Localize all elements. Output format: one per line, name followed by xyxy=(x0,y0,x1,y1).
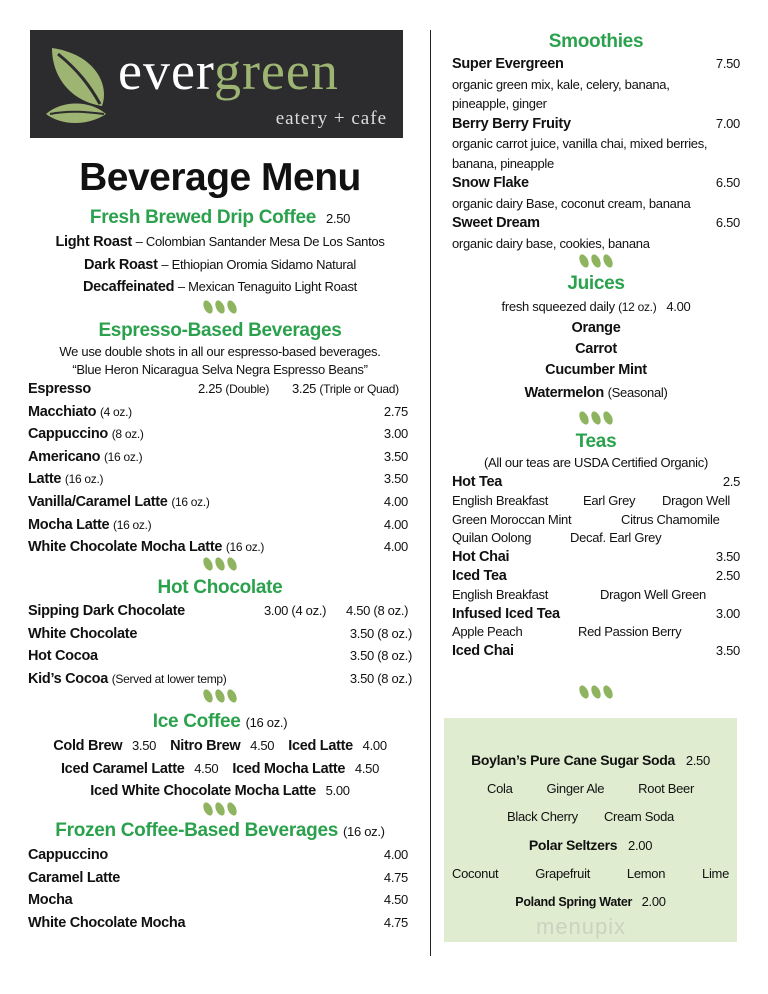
tea-varieties xyxy=(452,511,740,530)
item-name: Iced Latte xyxy=(288,738,353,754)
item-size: (16 oz.) xyxy=(64,472,104,487)
roast-name: Dark Roast xyxy=(84,256,158,273)
roast-name: Light Roast xyxy=(55,234,132,250)
item-name: Mocha xyxy=(28,892,73,909)
menu-item xyxy=(28,623,412,646)
menu-item xyxy=(288,735,387,758)
menu-item xyxy=(28,889,408,912)
item-name: Sweet Dream xyxy=(452,215,540,232)
section-heading: Frozen Coffee-Based Beverages (16 oz.) xyxy=(55,820,385,841)
item-name: Iced White Chocolate Mocha Latte xyxy=(90,783,316,799)
item-size: (16 oz.) xyxy=(225,540,265,555)
item-name: Snow Flake xyxy=(452,175,529,192)
drink-variety: Grapefruit xyxy=(535,866,591,881)
tea-variety: Citrus Chamomile xyxy=(621,511,720,527)
item-price: 3.50 (8 oz.) xyxy=(349,648,412,664)
smoothies-section xyxy=(452,30,740,254)
item-name: Iced Caramel Latte xyxy=(60,760,185,777)
hot-chocolate-section xyxy=(28,576,412,690)
tea-variety: Green Moroccan Mint xyxy=(452,511,572,527)
item-price: 7.00 xyxy=(715,115,740,131)
tea-variety: Dragon Well xyxy=(662,492,730,508)
section-heading: Hot Chocolate xyxy=(157,577,283,598)
ice-coffee-row xyxy=(28,780,412,803)
item-name: Cucumber Mint xyxy=(545,362,647,379)
item-label: Vanilla/Caramel Latte xyxy=(28,493,168,510)
menu-item xyxy=(452,473,740,492)
roast-line xyxy=(28,276,412,299)
section-heading: Espresso-Based Beverages xyxy=(98,320,342,341)
item-description: organic dairy Base, coconut cream, banana xyxy=(452,196,691,212)
tea-variety: English Breakfast xyxy=(452,586,549,602)
section-heading: Teas xyxy=(575,431,617,452)
item-price: 4.00 xyxy=(383,847,408,862)
drink-variety: Ginger Ale xyxy=(546,781,605,796)
menu-item xyxy=(452,567,740,586)
menu-item xyxy=(452,54,740,75)
tea-variety: Quilan Oolong xyxy=(452,530,532,546)
item-description: banana, pineapple xyxy=(452,155,554,171)
espresso-section xyxy=(28,319,412,559)
tea-variety: English Breakfast xyxy=(452,492,549,508)
item-name xyxy=(28,515,151,537)
menu-item xyxy=(61,758,218,781)
item-label: White Chocolate Mocha Latte xyxy=(28,539,223,556)
item-price: 4.75 xyxy=(383,914,408,930)
item-description: organic green mix, kale, celery, banana, xyxy=(452,76,670,92)
menu-item xyxy=(452,339,740,360)
roast-desc: – Ethiopian Oromia Sidamo Natural xyxy=(161,256,356,272)
juices-note: fresh squeezed daily (12 oz.) 4.00 xyxy=(501,299,691,314)
menu-item xyxy=(28,912,408,935)
tea-variety: Apple Peach xyxy=(452,624,523,640)
watermark: menupix xyxy=(536,914,627,939)
item-price: 4.00 xyxy=(383,516,408,532)
leaves-divider-icon xyxy=(28,801,412,817)
item-name: Orange xyxy=(571,320,621,336)
item-size: (4 oz.) xyxy=(99,404,132,419)
menu-item xyxy=(28,423,412,446)
item-price: 3.00 xyxy=(383,426,408,442)
menu-item xyxy=(28,401,412,424)
item-price: 4.50 xyxy=(194,760,219,776)
leaves-divider-icon xyxy=(28,688,412,704)
menu-item xyxy=(452,642,740,661)
leaves-divider-icon xyxy=(452,253,740,269)
item-description: pineapple, ginger xyxy=(452,96,547,112)
menu-item xyxy=(28,514,412,537)
menu-item xyxy=(452,213,740,234)
item-size: (8 oz.) xyxy=(111,427,144,442)
item-size: (16 oz.) xyxy=(113,517,152,532)
column-divider xyxy=(430,30,431,956)
roast-desc: – Colombian Santander Mesa De Los Santos xyxy=(135,234,385,249)
menu-item xyxy=(452,360,740,381)
drink-variety: Root Beer xyxy=(638,781,695,796)
item-name: Cold Brew xyxy=(53,738,123,754)
item-name xyxy=(28,469,103,491)
menu-item: Polar Seltzers 2.00 xyxy=(528,837,653,853)
evergreen-logo xyxy=(30,30,403,138)
item-price: 3.00 xyxy=(715,605,740,621)
item-label: Hot Cocoa xyxy=(28,648,98,665)
item-name: Iced Chai xyxy=(452,643,514,660)
menu-item xyxy=(452,318,740,339)
menu-item xyxy=(232,758,379,781)
item-label: Mocha Latte xyxy=(28,516,110,533)
section-heading: Juices xyxy=(567,273,625,294)
item-name: Super Evergreen xyxy=(452,56,564,72)
item-name: Iced Tea xyxy=(452,567,507,584)
item-label: Kid’s Cocoa xyxy=(28,670,108,687)
item-price: 4.50 xyxy=(250,738,275,753)
espresso-beans-note: “Blue Heron Nicaragua Selva Negra Espresso Beans” xyxy=(72,361,368,377)
item-name: Watermelon xyxy=(524,384,604,401)
item-name: Caramel Latte xyxy=(28,869,120,886)
tea-variety: Decaf. Earl Grey xyxy=(570,530,662,546)
item-name xyxy=(28,424,144,446)
item-price: 2.75 xyxy=(383,403,408,419)
drink-variety: Lime xyxy=(702,866,729,881)
menu-item xyxy=(28,668,412,691)
menu-item xyxy=(28,468,412,491)
tea-varieties xyxy=(452,492,740,511)
menu-item xyxy=(28,645,412,668)
item-price: 6.50 xyxy=(715,175,740,191)
item-price: 6.50 xyxy=(715,215,740,231)
drink-variety: Cream Soda xyxy=(603,809,674,824)
section-heading: Smoothies xyxy=(548,31,644,52)
espresso-note: We use double shots in all our espresso-based beverages. xyxy=(59,344,381,359)
item-price: 3.50 xyxy=(131,738,157,753)
item-name: White Chocolate Mocha xyxy=(28,914,186,931)
item-price: 4.00 xyxy=(383,493,408,509)
item-label: Latte xyxy=(28,471,62,488)
item-price: 4.00 xyxy=(362,738,387,753)
item-price: 3.50 (8 oz.) xyxy=(349,625,412,641)
juices-section xyxy=(452,272,740,404)
drink-variety: Black Cherry xyxy=(507,809,578,824)
drip-coffee-section xyxy=(28,206,412,299)
logo-tagline: eatery + cafe xyxy=(275,108,387,129)
tea-variety: Dragon Well Green xyxy=(600,586,706,602)
item-name: Iced Mocha Latte xyxy=(232,760,346,777)
roast-line xyxy=(28,231,412,254)
item-size: (16 oz.) xyxy=(171,494,210,509)
other-drinks-box xyxy=(444,718,737,942)
item-price: 4.75 xyxy=(383,869,408,885)
item-note: (Served at lower temp) xyxy=(111,671,227,686)
menu-item xyxy=(28,844,408,867)
leaves-divider-icon xyxy=(28,556,412,572)
item-name: Berry Berry Fruity xyxy=(452,115,571,132)
menu-item: Poland Spring Water 2.00 xyxy=(515,894,666,909)
leaves-divider-icon xyxy=(452,684,740,700)
menu-item xyxy=(53,735,156,758)
item-label: White Chocolate xyxy=(28,625,138,642)
item-name: Carrot xyxy=(575,341,617,358)
item-price: 4.00 xyxy=(383,539,408,555)
item-description: organic dairy base, cookies, banana xyxy=(452,236,650,252)
menu-item xyxy=(170,735,274,758)
frozen-section xyxy=(28,819,412,934)
item-name xyxy=(28,492,210,514)
menu-item xyxy=(452,114,740,135)
item-label: Macchiato xyxy=(28,403,97,420)
ice-coffee-row xyxy=(28,758,412,781)
menu-item: Espresso 2.25 (Double) 3.25 (Triple or Quad) xyxy=(28,381,399,397)
roast-line xyxy=(28,254,412,277)
item-name xyxy=(28,402,132,424)
leaves-divider-icon xyxy=(452,410,740,426)
leaf-logo-icon xyxy=(44,44,114,126)
ice-coffee-section xyxy=(28,710,412,803)
item-price: 3.50 xyxy=(383,448,408,464)
menu-item xyxy=(28,867,408,890)
logo-wordmark: evergreen xyxy=(118,41,339,101)
item-price: 7.50 xyxy=(715,56,740,71)
leaves-divider-icon xyxy=(28,299,412,315)
item-name xyxy=(28,646,98,668)
item-name: Infused Iced Tea xyxy=(452,605,560,622)
item-note: (Seasonal) xyxy=(607,384,668,400)
item-price: 5.00 xyxy=(325,783,350,798)
item-label: Cappuccino xyxy=(28,426,108,443)
drink-variety: Lemon xyxy=(626,866,666,881)
item-price: 2.50 xyxy=(715,567,740,583)
teas-section xyxy=(452,431,740,661)
item-size: (16 oz.) xyxy=(103,449,143,464)
item-name: Cappuccino xyxy=(28,847,108,863)
menu-item xyxy=(452,173,740,194)
item-label: Americano xyxy=(28,448,101,465)
teas-note: (All our teas are USDA Certified Organic) xyxy=(484,455,708,470)
section-heading: Fresh Brewed Drip Coffee 2.50 xyxy=(89,207,351,228)
menu-item xyxy=(452,605,740,624)
item-price: 3.50 xyxy=(715,549,740,565)
section-heading: Ice Coffee (16 oz.) xyxy=(152,711,288,732)
page-title: Beverage Menu xyxy=(79,156,361,199)
drink-variety: Cola xyxy=(486,781,513,796)
item-price: 3.50 (8 oz.) xyxy=(349,670,412,686)
item-price: 2.5 xyxy=(722,474,740,489)
item-name xyxy=(28,447,142,469)
menu-item xyxy=(28,491,412,514)
menu-item xyxy=(90,780,350,803)
tea-variety: Red Passion Berry xyxy=(578,624,682,640)
item-name xyxy=(28,624,137,646)
item-name: Hot Chai xyxy=(452,549,510,566)
tea-varieties xyxy=(452,586,740,605)
item-price: 3.50 xyxy=(715,643,740,659)
menu-item xyxy=(28,446,412,469)
item-price: 3.50 xyxy=(383,471,408,487)
item-name: Nitro Brew xyxy=(170,738,241,754)
item-price: 4.50 xyxy=(354,760,380,776)
menu-item: Sipping Dark Chocolate 3.00 (4 oz.) 4.50 (8 oz.) xyxy=(28,603,409,619)
tea-varieties xyxy=(452,623,740,642)
tea-variety: Earl Grey xyxy=(583,492,636,508)
item-name: Hot Tea xyxy=(452,474,502,490)
drink-variety: Coconut xyxy=(452,866,499,881)
roast-desc: – Mexican Tenaguito Light Roast xyxy=(177,279,357,294)
ice-coffee-row xyxy=(28,735,412,758)
menu-item xyxy=(452,548,740,567)
roast-name: Decaffeinated xyxy=(82,279,175,295)
tea-varieties xyxy=(452,529,740,548)
item-description: organic carrot juice, vanilla chai, mixed berries, xyxy=(452,136,708,152)
menu-item: Boylan’s Pure Cane Sugar Soda 2.50 xyxy=(471,752,710,768)
menu-item xyxy=(452,382,740,404)
item-price: 4.50 xyxy=(383,892,408,908)
